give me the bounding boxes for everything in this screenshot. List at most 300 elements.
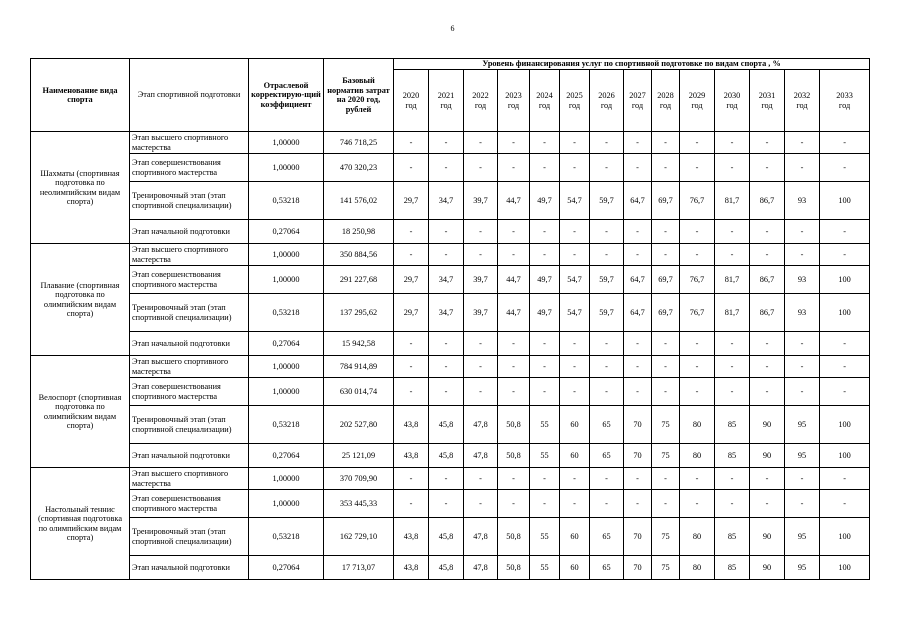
header-sport: Наименование вида спорта (31, 59, 130, 132)
funding-value-cell: - (820, 468, 870, 490)
coefficient-cell: 0,27064 (249, 220, 324, 244)
table-row (31, 332, 870, 356)
base-norm-cell: 141 576,02 (324, 182, 394, 220)
funding-value-cell: - (464, 356, 498, 378)
funding-value-cell: 69,7 (652, 266, 680, 294)
year-header (394, 70, 429, 132)
funding-value-cell: - (560, 356, 590, 378)
year-label: 2020 (402, 91, 420, 100)
year-unit: год (691, 100, 703, 110)
year-label: 2028 (657, 91, 674, 100)
funding-value-cell: - (394, 378, 429, 406)
funding-value-cell: - (680, 332, 715, 356)
funding-value-cell: - (624, 332, 652, 356)
funding-value-cell: 100 (820, 444, 870, 468)
funding-value-cell: - (429, 220, 464, 244)
year-header (785, 70, 820, 132)
year-label: 2029 (688, 91, 706, 100)
funding-value-cell: 76,7 (680, 182, 715, 220)
coefficient-cell: 0,27064 (249, 332, 324, 356)
funding-value-cell: - (560, 378, 590, 406)
funding-value-cell: 50,8 (498, 556, 530, 580)
table-row (31, 468, 870, 490)
funding-value-cell: - (498, 132, 530, 154)
funding-value-cell: 34,7 (429, 182, 464, 220)
table-row (31, 132, 870, 154)
funding-value-cell: - (624, 356, 652, 378)
year-unit: год (600, 100, 613, 110)
stage-cell: Этап начальной подготовки (130, 220, 249, 244)
funding-value-cell: 75 (652, 556, 680, 580)
funding-value-cell: - (750, 154, 785, 182)
funding-value-cell: - (652, 244, 680, 266)
header-base-norm: Базовый норматив затрат на 2020 год, рублей (324, 59, 394, 132)
coefficient-cell: 0,27064 (249, 444, 324, 468)
year-unit: год (440, 100, 452, 110)
funding-value-cell: 100 (820, 406, 870, 444)
funding-value-cell: - (464, 132, 498, 154)
base-norm-cell: 162 729,10 (324, 518, 394, 556)
funding-value-cell: - (530, 468, 560, 490)
funding-value-cell: - (429, 378, 464, 406)
funding-value-cell: - (530, 332, 560, 356)
year-header (498, 70, 530, 132)
base-norm-cell: 18 250,98 (324, 220, 394, 244)
funding-value-cell: 29,7 (394, 266, 429, 294)
year-label: 2021 (437, 91, 455, 100)
year-unit: год (405, 100, 417, 110)
funding-value-cell: 70 (624, 444, 652, 468)
funding-value-cell: - (394, 490, 429, 518)
funding-value-cell: 43,8 (394, 444, 429, 468)
funding-value-cell: 90 (750, 518, 785, 556)
funding-value-cell: 95 (785, 444, 820, 468)
funding-value-cell: 90 (750, 556, 785, 580)
funding-value-cell: - (652, 154, 680, 182)
funding-value-cell: - (785, 132, 820, 154)
stage-cell: Тренировочный этап (этап спортивной специализации) (130, 518, 249, 556)
year-unit: год (726, 100, 738, 110)
funding-value-cell: - (624, 244, 652, 266)
funding-value-cell: - (680, 468, 715, 490)
funding-value-cell: - (498, 490, 530, 518)
page-number: 6 (450, 24, 455, 33)
base-norm-cell: 15 942,58 (324, 332, 394, 356)
funding-value-cell: - (785, 490, 820, 518)
year-header (624, 70, 652, 132)
coefficient-cell: 1,00000 (249, 490, 324, 518)
funding-value-cell: 59,7 (590, 294, 624, 332)
stage-cell: Этап начальной подготовки (130, 332, 249, 356)
funding-value-cell: - (680, 356, 715, 378)
year-label: 2025 (566, 91, 583, 100)
coefficient-cell: 0,53218 (249, 518, 324, 556)
coefficient-cell: 1,00000 (249, 468, 324, 490)
table-row (31, 244, 870, 266)
funding-value-cell: 90 (750, 444, 785, 468)
funding-value-cell: 45,8 (429, 406, 464, 444)
funding-value-cell: 59,7 (590, 182, 624, 220)
coefficient-cell: 1,00000 (249, 154, 324, 182)
year-label: 2024 (536, 91, 553, 100)
funding-value-cell: - (715, 244, 750, 266)
funding-value-cell: 81,7 (715, 182, 750, 220)
funding-value-cell: - (680, 154, 715, 182)
funding-value-cell: 85 (715, 406, 750, 444)
year-header (429, 70, 464, 132)
funding-value-cell: 76,7 (680, 294, 715, 332)
funding-value-cell: - (464, 378, 498, 406)
table-row (31, 154, 870, 182)
funding-value-cell: - (715, 378, 750, 406)
stage-cell: Этап совершенствования спортивного мастерства (130, 490, 249, 518)
funding-value-cell: 44,7 (498, 266, 530, 294)
stage-cell: Этап начальной подготовки (130, 556, 249, 580)
funding-value-cell: 47,8 (464, 444, 498, 468)
funding-value-cell: - (429, 332, 464, 356)
year-unit: год (761, 100, 773, 110)
funding-value-cell: - (820, 244, 870, 266)
funding-value-cell: - (820, 490, 870, 518)
funding-value-cell: - (498, 244, 530, 266)
funding-value-cell: - (715, 468, 750, 490)
funding-value-cell: - (429, 244, 464, 266)
funding-value-cell: 44,7 (498, 294, 530, 332)
funding-value-cell: 95 (785, 406, 820, 444)
base-norm-cell: 202 527,80 (324, 406, 394, 444)
funding-value-cell: 81,7 (715, 294, 750, 332)
funding-value-cell: - (785, 244, 820, 266)
funding-value-cell: 59,7 (590, 266, 624, 294)
year-unit: год (568, 100, 581, 110)
funding-value-cell: - (652, 220, 680, 244)
base-norm-cell: 137 295,62 (324, 294, 394, 332)
funding-value-cell: - (464, 244, 498, 266)
funding-value-cell: 49,7 (530, 294, 560, 332)
year-unit: год (838, 100, 851, 110)
funding-value-cell: - (464, 468, 498, 490)
funding-value-cell: - (715, 154, 750, 182)
funding-value-cell: 81,7 (715, 266, 750, 294)
year-label: 2027 (629, 91, 646, 100)
funding-value-cell: 43,8 (394, 556, 429, 580)
funding-value-cell: - (464, 490, 498, 518)
funding-value-cell: 93 (785, 182, 820, 220)
header-coefficient: Отраслевой корректирую-щий коэффициент (249, 59, 324, 132)
funding-value-cell: 45,8 (429, 444, 464, 468)
year-unit: год (474, 100, 487, 110)
funding-value-cell: 29,7 (394, 294, 429, 332)
funding-value-cell: - (820, 378, 870, 406)
stage-cell: Тренировочный этап (этап спортивной специализации) (130, 294, 249, 332)
stage-cell: Этап совершенствования спортивного мастерства (130, 378, 249, 406)
funding-value-cell: - (394, 332, 429, 356)
funding-value-cell: 55 (530, 518, 560, 556)
funding-value-cell: 80 (680, 444, 715, 468)
funding-value-cell: - (560, 468, 590, 490)
base-norm-cell: 353 445,33 (324, 490, 394, 518)
coefficient-cell: 0,27064 (249, 556, 324, 580)
funding-value-cell: - (715, 132, 750, 154)
funding-value-cell: - (590, 220, 624, 244)
year-header (680, 70, 715, 132)
funding-value-cell: 55 (530, 406, 560, 444)
funding-value-cell: - (530, 490, 560, 518)
funding-value-cell: 65 (590, 406, 624, 444)
year-header (750, 70, 785, 132)
funding-value-cell: 39,7 (464, 266, 498, 294)
funding-value-cell: - (785, 220, 820, 244)
funding-value-cell: 44,7 (498, 182, 530, 220)
funding-value-cell: 100 (820, 294, 870, 332)
funding-value-cell: 65 (590, 518, 624, 556)
funding-value-cell: - (530, 220, 560, 244)
table-row (31, 182, 870, 220)
funding-value-cell: - (498, 468, 530, 490)
funding-value-cell: - (590, 490, 624, 518)
table-row (31, 294, 870, 332)
funding-value-cell: - (590, 468, 624, 490)
funding-value-cell: - (590, 154, 624, 182)
funding-value-cell: 80 (680, 406, 715, 444)
funding-value-cell: - (715, 220, 750, 244)
base-norm-cell: 370 709,90 (324, 468, 394, 490)
funding-value-cell: 80 (680, 556, 715, 580)
funding-value-cell: 60 (560, 556, 590, 580)
coefficient-cell: 1,00000 (249, 356, 324, 378)
funding-value-cell: 55 (530, 444, 560, 468)
funding-value-cell: - (560, 244, 590, 266)
funding-value-cell: 75 (652, 444, 680, 468)
funding-value-cell: - (429, 154, 464, 182)
year-label: 2023 (505, 91, 522, 100)
funding-value-cell: 47,8 (464, 518, 498, 556)
funding-value-cell: - (820, 356, 870, 378)
funding-value-cell: - (624, 154, 652, 182)
funding-value-cell: 86,7 (750, 266, 785, 294)
base-norm-cell: 470 320,23 (324, 154, 394, 182)
funding-value-cell: - (750, 244, 785, 266)
funding-value-cell: - (652, 356, 680, 378)
funding-value-cell: 45,8 (429, 518, 464, 556)
table-row (31, 518, 870, 556)
funding-value-cell: - (464, 332, 498, 356)
funding-value-cell: 93 (785, 294, 820, 332)
funding-value-cell: 45,8 (429, 556, 464, 580)
coefficient-cell: 1,00000 (249, 132, 324, 154)
stage-cell: Этап совершенствования спортивного мастерства (130, 266, 249, 294)
funding-value-cell: 85 (715, 556, 750, 580)
funding-value-cell: - (652, 490, 680, 518)
year-label: 2022 (472, 91, 489, 100)
funding-value-cell: 39,7 (464, 182, 498, 220)
funding-value-cell: - (750, 490, 785, 518)
funding-value-cell: - (680, 132, 715, 154)
funding-value-cell: - (498, 356, 530, 378)
coefficient-cell: 1,00000 (249, 244, 324, 266)
year-header (560, 70, 590, 132)
funding-value-cell: 70 (624, 556, 652, 580)
funding-value-cell: - (820, 332, 870, 356)
year-label: 2026 (598, 91, 615, 100)
base-norm-cell: 746 718,25 (324, 132, 394, 154)
stage-cell: Этап высшего спортивного мастерства (130, 468, 249, 490)
funding-value-cell: 85 (715, 518, 750, 556)
funding-value-cell: 75 (652, 406, 680, 444)
funding-value-cell: 49,7 (530, 182, 560, 220)
funding-value-cell: - (530, 154, 560, 182)
funding-value-cell: - (820, 154, 870, 182)
funding-value-cell: - (560, 490, 590, 518)
funding-value-cell: - (624, 132, 652, 154)
year-label: 2030 (723, 91, 741, 100)
funding-value-cell: - (590, 378, 624, 406)
year-header (820, 70, 870, 132)
funding-value-cell: 49,7 (530, 266, 560, 294)
funding-value-cell: - (715, 332, 750, 356)
stage-cell: Тренировочный этап (этап спортивной специализации) (130, 406, 249, 444)
funding-value-cell: - (820, 132, 870, 154)
funding-value-cell: 39,7 (464, 294, 498, 332)
year-unit: год (631, 100, 644, 110)
funding-value-cell: 50,8 (498, 518, 530, 556)
sport-name: Плавание (спортивная подготовка по олимпийским видам спорта) (31, 244, 130, 356)
funding-value-cell: - (624, 220, 652, 244)
funding-value-cell: 54,7 (560, 266, 590, 294)
funding-value-cell: - (464, 154, 498, 182)
funding-value-cell: 100 (820, 266, 870, 294)
funding-value-cell: 75 (652, 518, 680, 556)
funding-value-cell: - (652, 378, 680, 406)
stage-cell: Этап высшего спортивного мастерства (130, 132, 249, 154)
funding-table (30, 58, 870, 580)
funding-value-cell: - (715, 356, 750, 378)
funding-value-cell: - (624, 378, 652, 406)
funding-value-cell: - (680, 244, 715, 266)
table-row (31, 266, 870, 294)
funding-value-cell: 64,7 (624, 294, 652, 332)
header-funding-level: Уровень финансирования услуг по спортивной подготовке по видам спорта , % (394, 59, 870, 70)
funding-value-cell: 60 (560, 406, 590, 444)
funding-value-cell: 95 (785, 518, 820, 556)
funding-value-cell: - (652, 468, 680, 490)
sport-name: Настольный теннис (спортивная подготовка по олимпийским видам спорта) (31, 468, 130, 580)
funding-value-cell: - (820, 220, 870, 244)
funding-value-cell: - (590, 356, 624, 378)
funding-value-cell: - (652, 132, 680, 154)
funding-value-cell: - (429, 468, 464, 490)
year-unit: год (538, 100, 551, 110)
funding-value-cell: - (785, 154, 820, 182)
funding-value-cell: 100 (820, 518, 870, 556)
sport-name: Шахматы (спортивная подготовка по неолимпийским видам спорта) (31, 132, 130, 244)
funding-value-cell: - (750, 378, 785, 406)
year-unit: год (507, 100, 520, 110)
funding-value-cell: 29,7 (394, 182, 429, 220)
year-header (530, 70, 560, 132)
year-unit: год (796, 100, 808, 110)
funding-value-cell: 85 (715, 444, 750, 468)
funding-value-cell: 100 (820, 182, 870, 220)
year-header (464, 70, 498, 132)
funding-value-cell: - (590, 132, 624, 154)
table-row (31, 490, 870, 518)
funding-value-cell: - (750, 468, 785, 490)
funding-value-cell: - (394, 154, 429, 182)
funding-value-cell: - (750, 356, 785, 378)
funding-value-cell: 55 (530, 556, 560, 580)
funding-value-cell: - (560, 154, 590, 182)
base-norm-cell: 17 713,07 (324, 556, 394, 580)
funding-value-cell: 50,8 (498, 406, 530, 444)
funding-value-cell: 69,7 (652, 182, 680, 220)
funding-value-cell: - (429, 132, 464, 154)
funding-value-cell: 65 (590, 556, 624, 580)
funding-value-cell: 90 (750, 406, 785, 444)
table-row (31, 220, 870, 244)
funding-value-cell: - (680, 220, 715, 244)
funding-value-cell: - (429, 356, 464, 378)
funding-value-cell: 43,8 (394, 406, 429, 444)
funding-value-cell: - (785, 356, 820, 378)
table-row (31, 556, 870, 580)
funding-value-cell: 86,7 (750, 294, 785, 332)
funding-value-cell: - (590, 332, 624, 356)
funding-value-cell: 70 (624, 518, 652, 556)
year-label: 2032 (793, 91, 811, 100)
funding-value-cell: 60 (560, 518, 590, 556)
funding-value-cell: - (498, 332, 530, 356)
funding-value-cell: 34,7 (429, 266, 464, 294)
year-header (590, 70, 624, 132)
funding-value-cell: - (785, 332, 820, 356)
table-body (31, 132, 870, 580)
funding-value-cell: - (785, 378, 820, 406)
table-row (31, 444, 870, 468)
funding-value-cell: - (394, 220, 429, 244)
funding-value-cell: 80 (680, 518, 715, 556)
funding-value-cell: 47,8 (464, 556, 498, 580)
funding-value-cell: 100 (820, 556, 870, 580)
funding-value-cell: - (498, 378, 530, 406)
funding-value-cell: 69,7 (652, 294, 680, 332)
funding-value-cell: - (429, 490, 464, 518)
funding-value-cell: - (560, 132, 590, 154)
base-norm-cell: 25 121,09 (324, 444, 394, 468)
funding-value-cell: - (715, 490, 750, 518)
header-stage: Этап спортивной подготовки (130, 59, 249, 132)
funding-value-cell: 47,8 (464, 406, 498, 444)
funding-value-cell: - (652, 332, 680, 356)
funding-value-cell: 50,8 (498, 444, 530, 468)
funding-value-cell: 54,7 (560, 294, 590, 332)
funding-value-cell: 34,7 (429, 294, 464, 332)
year-header (715, 70, 750, 132)
funding-value-cell: - (750, 220, 785, 244)
year-header (652, 70, 680, 132)
funding-value-cell: - (680, 378, 715, 406)
funding-value-cell: - (394, 468, 429, 490)
sport-name: Велоспорт (спортивная подготовка по олимпийским видам спорта) (31, 356, 130, 468)
funding-value-cell: - (394, 244, 429, 266)
coefficient-cell: 0,53218 (249, 406, 324, 444)
stage-cell: Этап совершенствования спортивного мастерства (130, 154, 249, 182)
base-norm-cell: 784 914,89 (324, 356, 394, 378)
funding-value-cell: - (680, 490, 715, 518)
coefficient-cell: 0,53218 (249, 294, 324, 332)
funding-value-cell: - (624, 468, 652, 490)
funding-value-cell: - (785, 468, 820, 490)
